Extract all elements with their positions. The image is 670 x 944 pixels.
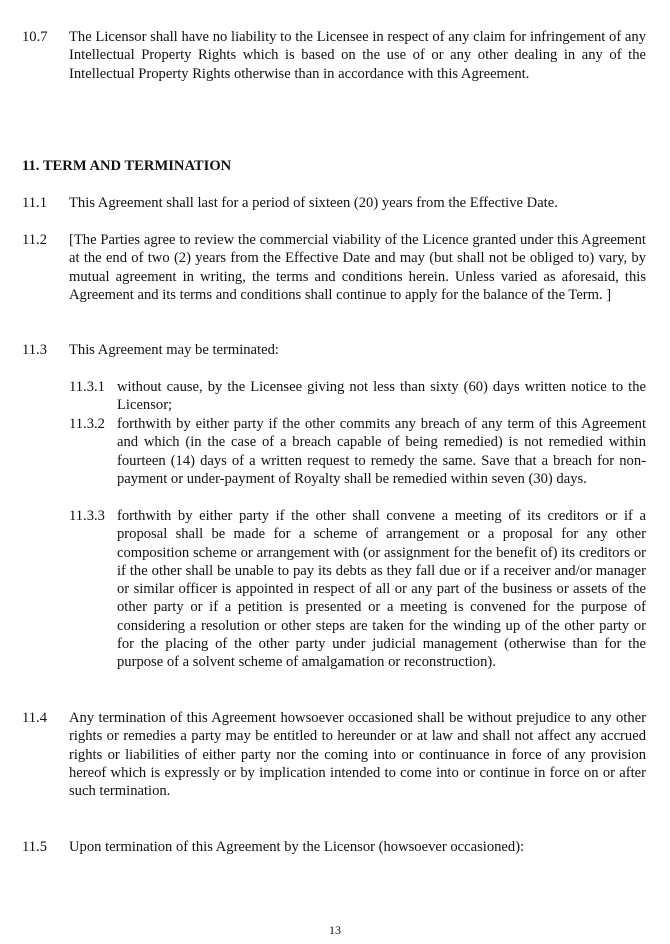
clause-text: This Agreement may be terminated: [69,342,279,358]
subclause-text: without cause, by the Licensee giving not less than sixty (60) days written notice to the Licensor; [117,379,646,414]
clause-number: 11.1 [22,195,47,211]
clause-number: 11.3 [22,342,47,358]
clause-11-4 [22,709,646,800]
subclause-number: 11.3.3 [69,508,105,524]
clause-text: [The Parties agree to review the commercial viability of the Licence granted under this Agreement at the end of two (2) years from the Effective Date and may (but shall not be obliged to) vary, by mutual agreement in writing, the terms and conditions herein. Unless varied as aforesaid, this Agreement and its terms and conditions shall continue to apply for the balance of the Term. ] [69,232,646,303]
clause-text: Any termination of this Agreement howsoever occasioned shall be without prejudice to any other rights or remedies a party may be entitled to hereunder or at law and shall not affect any accrued rights or liabilities of either party nor the coming into or continuance in force of any provision hereof which is expressly or by implication intended to come into or continue in force on or after such termination. [69,710,646,800]
clause-text: Upon termination of this Agreement by the Licensor (howsoever occasioned): [69,839,525,855]
clause-11-3 [22,341,646,359]
subclause-text: forthwith by either party if the other shall convene a meeting of its creditors or if a proposal shall be made for a scheme of arrangement or a proposal for any other composition scheme or arrangement with (or assignment for the benefit of) its creditors or if the other shall be unable to pay its debts as they fall due or if a receiver and/or manager or similar officer is appointed in respect of all or any part of the business or assets of the other party or if a petition is presented or a meeting is convened for the purpose of considering a resolution or other steps are taken for the winding up of the other party or for the placing of the other party under judicial management (otherwise than for the purpose of a solvent scheme of amalgamation or reconstruction). [117,508,646,671]
clause-text: This Agreement shall last for a period of sixteen (20) years from the Effective Date. [69,195,558,211]
subclause-11-3-1 [69,378,646,415]
subclause-11-3-3 [69,507,646,672]
clause-text: The Licensor shall have no liability to the Licensee in respect of any claim for infringement of any Intellectual Property Rights which is based on the use of or any other dealing in any of the Intellectual Property Rights otherwise than in accordance with this Agreement. [69,29,646,82]
subclause-text: forthwith by either party if the other commits any breach of any term of this Agreement and which (in the case of a breach capable of being remedied) is not remedied within fourteen (14) days of a written request to remedy the same. Save that a breach for non-payment or under-payment of Royalty shall be remedied within seven (30) days. [117,416,646,487]
clause-11-5 [22,838,646,856]
clause-10-7 [22,28,646,83]
clause-number: 11.5 [22,839,47,855]
section-heading: 11. TERM AND TERMINATION [22,158,232,174]
clause-number: 11.2 [22,232,47,248]
clause-11-1 [22,194,646,212]
clause-number: 11.4 [22,710,47,726]
clause-number: 10.7 [22,29,48,45]
subclause-number: 11.3.1 [69,379,105,395]
subclause-11-3-2 [69,415,646,488]
subclause-number: 11.3.2 [69,416,105,432]
page-number: 13 [329,923,341,937]
clause-11-2 [22,231,646,304]
